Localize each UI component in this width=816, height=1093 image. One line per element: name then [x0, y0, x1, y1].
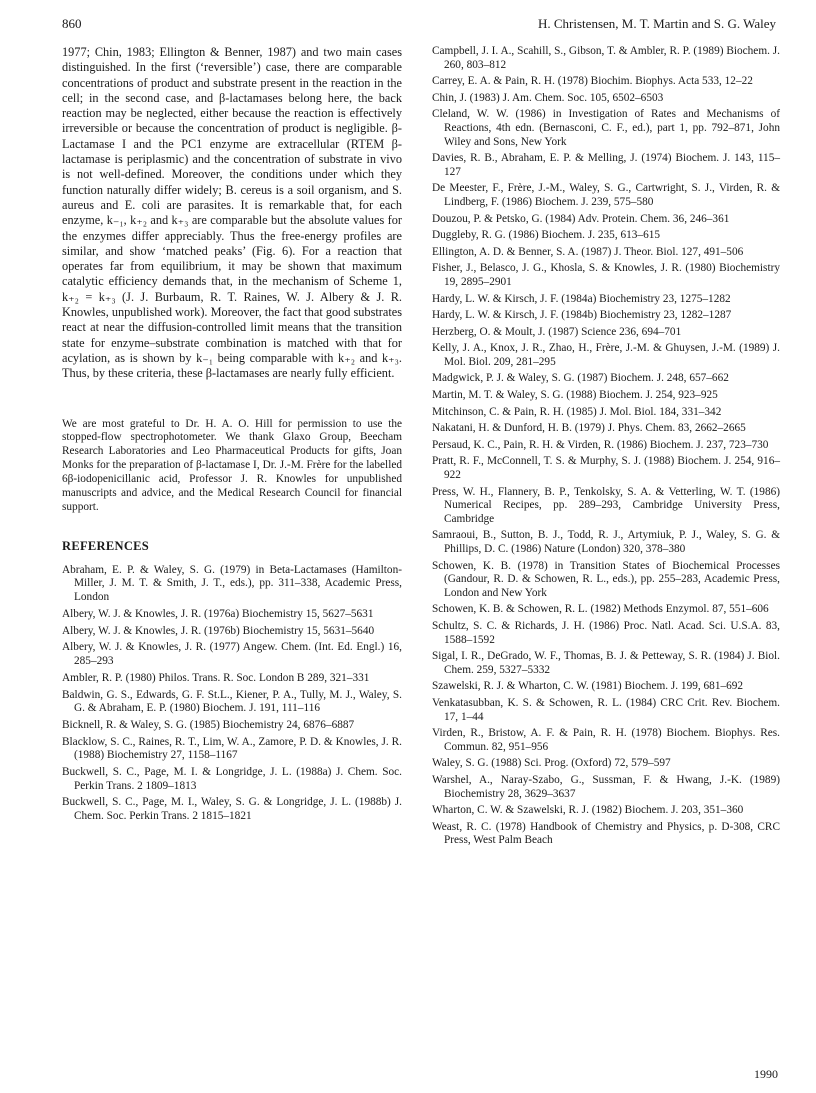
- reference-item: Schultz, S. C. & Richards, J. H. (1986) Proc. Natl. Acad. Sci. U.S.A. 83, 1588–1592: [432, 619, 780, 646]
- acknowledgements: We are most grateful to Dr. H. A. O. Hill for permission to use the stopped-flow spectrophotometer. We thank Glaxo Group, Beecham Research Laboratories and Leo Pharmaceutical Products for gifts, Joan Monks for the preparation of β-lactamase I, Dr. J.-M. Frère for the labelled 6β-iodopenicillanic acid, Professor J. R. Knowles for unpublished manuscripts and advice, and the Medical Research Council for financial support.: [62, 417, 402, 513]
- reference-item: Ambler, R. P. (1980) Philos. Trans. R. Soc. London B 289, 321–331: [62, 671, 370, 684]
- reference-item: Weast, R. C. (1978) Handbook of Chemistry and Physics, p. D-308, CRC Press, West Palm Beach: [432, 820, 780, 847]
- reference-item: Carrey, E. A. & Pain, R. H. (1978) Biochim. Biophys. Acta 533, 12–22: [432, 75, 753, 88]
- reference-list-right: [432, 45, 780, 848]
- reference-item: Hardy, L. W. & Kirsch, J. F. (1984a) Biochemistry 23, 1275–1282: [432, 292, 731, 305]
- reference-item: Mitchinson, C. & Pain, R. H. (1985) J. Mol. Biol. 184, 331–342: [432, 405, 722, 418]
- references-heading: REFERENCES: [62, 538, 150, 553]
- reference-item: Wharton, C. W. & Szawelski, R. J. (1982) Biochem. J. 203, 351–360: [432, 804, 744, 817]
- reference-item: Kelly, J. A., Knox, J. R., Zhao, H., Frère, J.-M. & Ghuysen, J.-M. (1989) J. Mol. Biol. 209, 281–295: [432, 342, 780, 368]
- running-header-authors: H. Christensen, M. T. Martin and S. G. Waley: [538, 16, 776, 31]
- reference-item: Hardy, L. W. & Kirsch, J. F. (1984b) Biochemistry 23, 1282–1287: [432, 309, 732, 322]
- reference-item: Cleland, W. W. (1986) in Investigation of Rates and Mechanisms of Reactions, 4th edn. (Bernasconi, C. F., ed.), part 1, pp. 792–871, John Wiley and Sons, New York: [432, 108, 780, 148]
- reference-item: Schowen, K. B. (1978) in Transition States of Biochemical Processes (Gandour, R. D. & Schowen, R. L., eds.), pp. 255–283, Academic Press, London and New York: [432, 559, 780, 599]
- reference-item: Pratt, R. F., McConnell, T. S. & Murphy, S. J. (1988) Biochem. J. 254, 916–922: [432, 455, 780, 482]
- reference-item: De Meester, F., Frère, J.-M., Waley, S. G., Cartwright, S. J., Virden, R. & Lindberg, F. (1986) Biochem. J. 239, 575–580: [432, 182, 780, 208]
- discussion-paragraph: 1977; Chin, 1983; Ellington & Benner, 1987) and two main cases distinguished. In the first (‘reversible’) case, there are comparable concentrations of product and substrate present in the reaction in the cell; in the second case, and β-lactamases belong here, the back reaction may be neglected, either because the reaction is effectively irreversible or because the concentration of product is negligible. β-Lactamase I and the PC1 enzyme are extracellular (RTEM β-lactamase is periplasmic) and the concentration of substrate in vivo is not well-defined. Moreover, the conditions under which they function naturally differ widely; B. cereus is a soil organism, and S. aureus and E. coli are parasites. It is remarkable that, for each enzyme, k₋₁, k₊₂ and k₊₃ are comparable but the absolute values for the enzymes differ appreciably. Thus the free-energy profiles are similar, and show ‘matched peaks’ (Fig. 6). For a reaction that operates far from equilibrium, it may be shown that maximum catalytic efficiency demands that, in the mechanism of Scheme 1, k₊₂ = k₊₃ (J. J. Burbaum, R. T. Raines, W. J. Albery & J. R. Knowles, unpublished work). Moreover, the fact that good substrates react at near the diffusion-controlled limit means that the transition state for enzyme–substrate combination is matched with that for acylation, as is shown by k₋₁ being comparable with k₊₂ and k₊₃. Thus, by these criteria, these β-lactamases are nearly fully efficient.: [62, 45, 402, 381]
- reference-item: Sigal, I. R., DeGrado, W. F., Thomas, B. J. & Petteway, S. R. (1984) J. Biol. Chem. 259, 5327–5332: [432, 650, 780, 676]
- reference-item: Szawelski, R. J. & Wharton, C. W. (1981) Biochem. J. 199, 681–692: [432, 680, 744, 693]
- reference-item: Chin, J. (1983) J. Am. Chem. Soc. 105, 6502–6503: [432, 91, 664, 104]
- reference-item: Herzberg, O. & Moult, J. (1987) Science 236, 694–701: [432, 325, 682, 338]
- reference-item: Baldwin, G. S., Edwards, G. F. St.L., Kiener, P. A., Tully, M. J., Waley, S. G. & Abraham, E. P. (1980) Biochem. J. 191, 111–116: [62, 688, 402, 715]
- reference-item: Schowen, K. B. & Schowen, R. L. (1982) Methods Enzymol. 87, 551–606: [432, 603, 769, 616]
- reference-item: Buckwell, S. C., Page, M. I. & Longridge, J. L. (1988a) J. Chem. Soc. Perkin Trans. 2 1809–1813: [62, 766, 402, 792]
- reference-item: Campbell, J. I. A., Scahill, S., Gibson, T. & Ambler, R. P. (1989) Biochem. J. 260, 803–812: [432, 45, 780, 71]
- reference-item: Fisher, J., Belasco, J. G., Khosla, S. & Knowles, J. R. (1980) Biochemistry 19, 2895–2901: [432, 262, 780, 288]
- reference-item: Bicknell, R. & Waley, S. G. (1985) Biochemistry 24, 6876–6887: [62, 718, 355, 731]
- reference-item: Douzou, P. & Petsko, G. (1984) Adv. Protein. Chem. 36, 246–361: [432, 212, 730, 225]
- reference-item: Press, W. H., Flannery, B. P., Tenkolsky, S. A. & Vetterling, W. T. (1986) Numerical Recipes, pp. 289–293, Cambridge University Press, Cambridge: [432, 485, 780, 525]
- reference-item: Madgwick, P. J. & Waley, S. G. (1987) Biochem. J. 248, 657–662: [432, 372, 729, 385]
- reference-item: Duggleby, R. G. (1986) Biochem. J. 235, 613–615: [432, 229, 661, 242]
- reference-item: Virden, R., Bristow, A. F. & Pain, R. H. (1978) Biochem. Biophys. Res. Commun. 82, 951–956: [432, 727, 780, 753]
- footer-year: 1990: [754, 1067, 778, 1081]
- reference-item: Buckwell, S. C., Page, M. I., Waley, S. G. & Longridge, J. L. (1988b) J. Chem. Soc. Perkin Trans. 2 1815–1821: [62, 796, 402, 823]
- reference-item: Waley, S. G. (1988) Sci. Prog. (Oxford) 72, 579–597: [432, 757, 671, 770]
- reference-item: Venkatasubban, K. S. & Schowen, R. L. (1984) CRC Crit. Rev. Biochem. 17, 1–44: [432, 696, 780, 723]
- reference-item: Albery, W. J. & Knowles, J. R. (1976b) Biochemistry 15, 5631–5640: [62, 624, 375, 637]
- reference-item: Persaud, K. C., Pain, R. H. & Virden, R. (1986) Biochem. J. 237, 723–730: [432, 438, 769, 451]
- reference-item: Blacklow, S. C., Raines, R. T., Lim, W. A., Zamore, P. D. & Knowles, J. R. (1988) Biochemistry 27, 1158–1167: [62, 735, 402, 762]
- reference-item: Ellington, A. D. & Benner, S. A. (1987) J. Theor. Biol. 127, 491–506: [432, 245, 744, 258]
- reference-item: Abraham, E. P. & Waley, S. G. (1979) in Beta-Lactamases (Hamilton-Miller, J. M. T. & Smith, J. T., eds.), pp. 311–338, Academic Press, London: [62, 563, 402, 604]
- reference-item: Nakatani, H. & Dunford, H. B. (1979) J. Phys. Chem. 83, 2662–2665: [432, 422, 746, 435]
- reference-item: Samraoui, B., Sutton, B. J., Todd, R. J., Artymiuk, P. J., Waley, S. G. & Phillips, D. C. (1986) Nature (London) 320, 378–380: [432, 529, 780, 555]
- reference-list-left: [62, 564, 402, 824]
- left-column: [62, 45, 402, 827]
- reference-item: Martin, M. T. & Waley, S. G. (1988) Biochem. J. 254, 923–925: [432, 389, 718, 402]
- reference-item: Warshel, A., Naray-Szabo, G., Sussman, F. & Hwang, J.-K. (1989) Biochemistry 28, 3629–3637: [432, 773, 780, 800]
- right-column: [432, 45, 780, 851]
- page-number: 860: [62, 16, 82, 31]
- reference-item: Albery, W. J. & Knowles, J. R. (1977) Angew. Chem. (Int. Ed. Engl.) 16, 285–293: [62, 641, 402, 667]
- reference-item: Davies, R. B., Abraham, E. P. & Melling, J. (1974) Biochem. J. 143, 115–127: [432, 152, 780, 178]
- reference-item: Albery, W. J. & Knowles, J. R. (1976a) Biochemistry 15, 5627–5631: [62, 607, 374, 620]
